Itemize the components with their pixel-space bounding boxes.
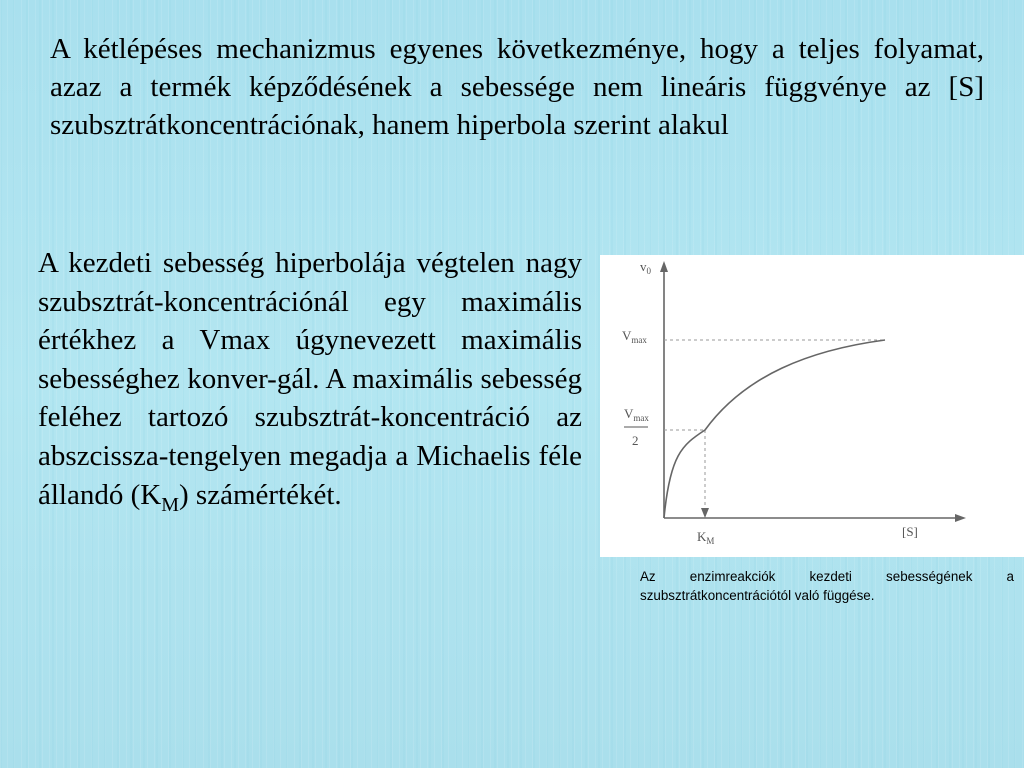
half-vmax-denominator: 2 — [632, 433, 639, 448]
michaelis-menten-figure — [600, 255, 1024, 557]
x-axis-label: [S] — [902, 524, 918, 539]
vmax-label: $V_{max}$ — [622, 328, 647, 345]
body-text-tail: ) számértékét. — [179, 478, 342, 511]
km-letter: K — [140, 478, 162, 511]
km-label: $K_M$ — [697, 529, 715, 546]
km-symbol — [140, 478, 180, 516]
michaelis-menten-diagram — [600, 255, 1024, 557]
y-axis-arrow — [660, 261, 668, 272]
km-arrow — [701, 508, 709, 518]
x-axis-arrow — [955, 514, 966, 522]
body-paragraph — [38, 244, 582, 524]
km-subscript: M — [161, 493, 180, 516]
figure-caption: Az enzimreakciók kezdeti sebességének a szubsztrátkoncentrációtól való függése. — [640, 569, 1014, 603]
half-vmax-label: $V_{max}$ — [624, 406, 649, 423]
intro-paragraph: A kétlépéses mechanizmus egyenes következménye, hogy a teljes folyamat, azaz a termék képződésének a sebessége nem lineáris függvénye az [S] szubsztrátkoncentrációnak, hanem hiperbola szerint alakul — [50, 33, 984, 141]
hyperbola-curve — [664, 340, 885, 518]
y-axis-label: $v_0$ — [640, 259, 651, 276]
body-text-main: A kezdeti sebesség hiperbolája végtelen nagy szubsztrát-koncentrációnál egy maximális értékhez a Vmax úgynevezett maximális sebességhez konver-gál. A maximális sebesség feléhez tartozó szubsztrát-koncentráció az abszcissza-tengelyen megadja a Michaelis féle állandó ( — [38, 247, 582, 511]
